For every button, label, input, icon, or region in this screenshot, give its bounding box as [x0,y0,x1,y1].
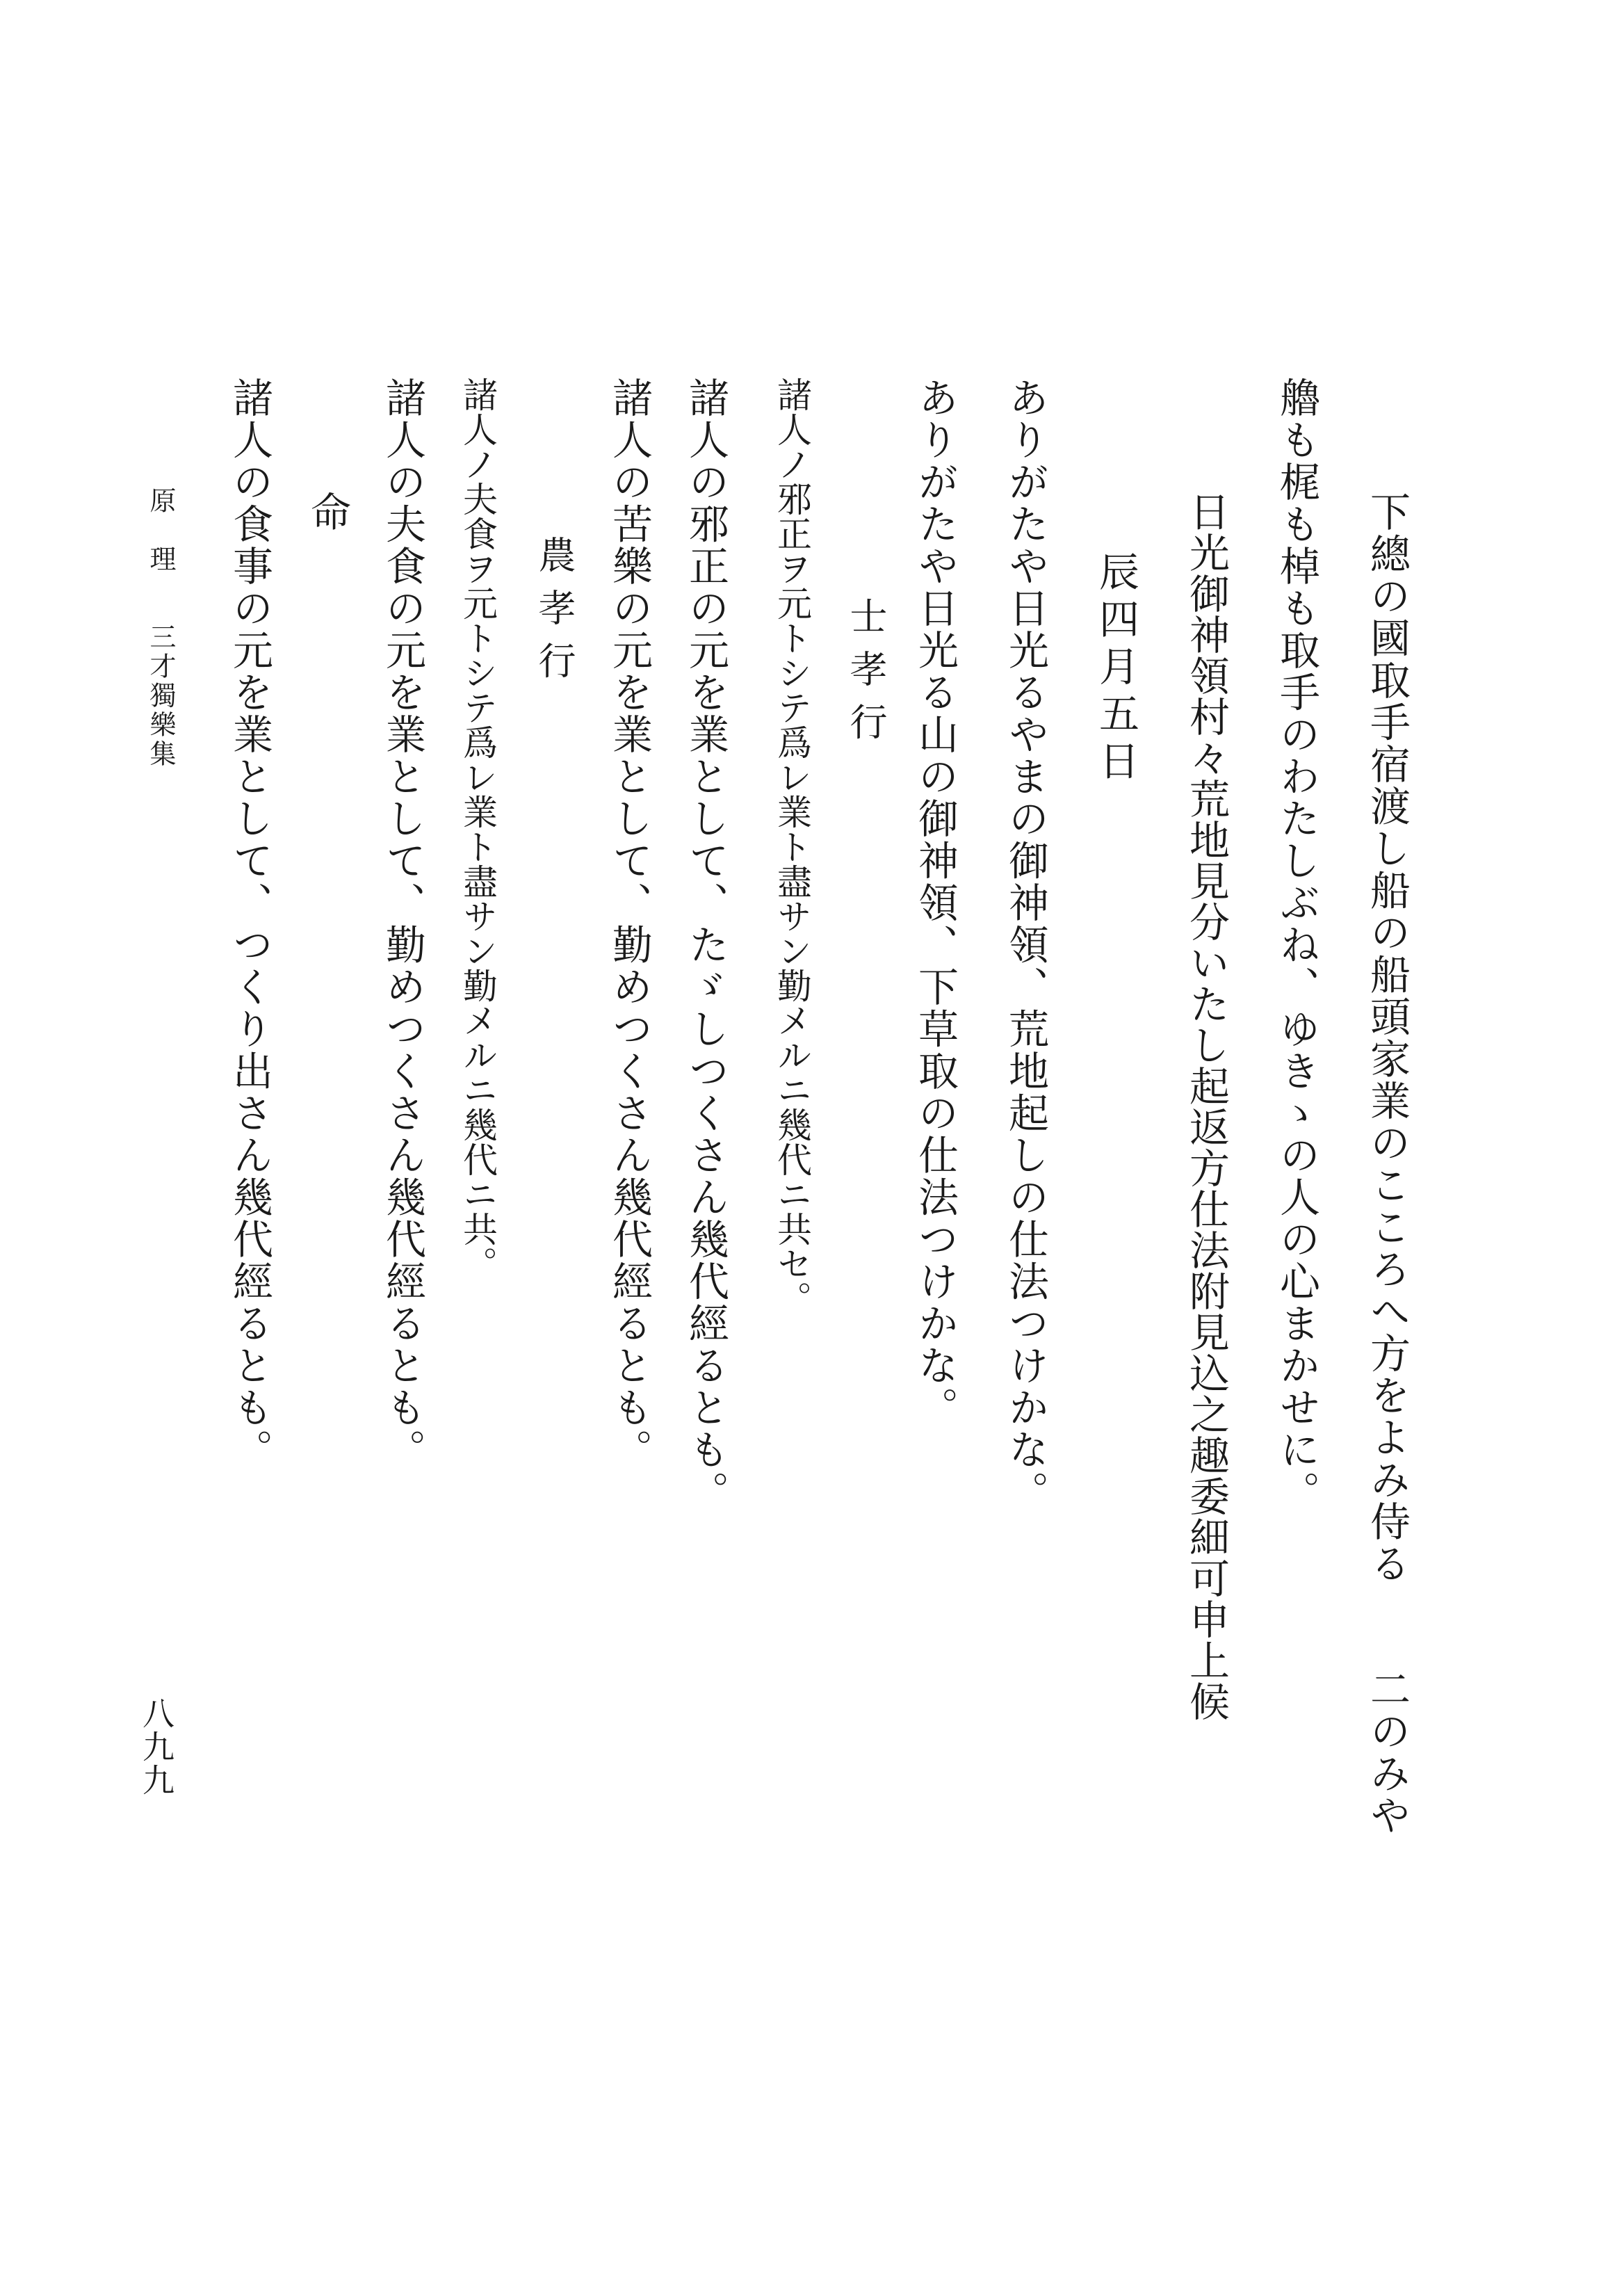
poem1-author: 二のみや [1363,1668,1411,1837]
notice-date: 辰四月五日 [1092,551,1139,787]
samurai-heading: 士孝行 [844,597,888,755]
book-title: 三才獨樂集 [145,623,176,769]
farmer-verse-1: 諸人の夫食の元を業として、勤めつくさん幾代經るとも。 [379,377,426,1471]
life-heading: 命 [304,491,351,533]
poem1-title: 下總の國取手宿渡し船の船頭家業のこころへ方をよみ侍る [1363,491,1411,1585]
section-label: 原 理 [145,487,176,574]
samurai-verse-1: 諸人の邪正の元を業として、たゞしつくさん幾代經るとも。 [682,377,729,1513]
farmer-heading: 農孝行 [533,535,576,694]
life-verse-1: 諸人の食事の元を業として、つくり出さん幾代經るとも。 [226,377,273,1471]
poem2-verse-1: ありがたや日光るやまの御神領、荒地起しの仕法つけかな。 [1002,377,1049,1513]
poem1-title-line [1363,491,1411,1837]
samurai-kanbun: 諸人ノ邪正ヲ元トシテ爲レ業ト盡サン勤メルニ幾代ニ共セ。 [772,377,812,1316]
samurai-verse-2: 諸人の苦樂の元を業として、勤めつくさん幾代經るとも。 [606,377,653,1471]
poem2-verse-2: ありがたや日光る山の御神領、下草取の仕法つけかな。 [911,377,959,1429]
running-footer [147,487,174,769]
poem1-verse: 艪も梶も棹も取手のわたしぶね、ゆきゝの人の心まかせに。 [1273,377,1320,1513]
page-number: 八九九 [138,1697,175,1797]
farmer-kanbun: 諸人ノ夫食ヲ元トシテ爲レ業ト盡サン勤メルニ幾代ニ共。 [457,377,498,1281]
notice-title: 日光御神領村々荒地見分いたし起返方仕法附見込之趣委細可申上候 [1183,491,1230,1722]
